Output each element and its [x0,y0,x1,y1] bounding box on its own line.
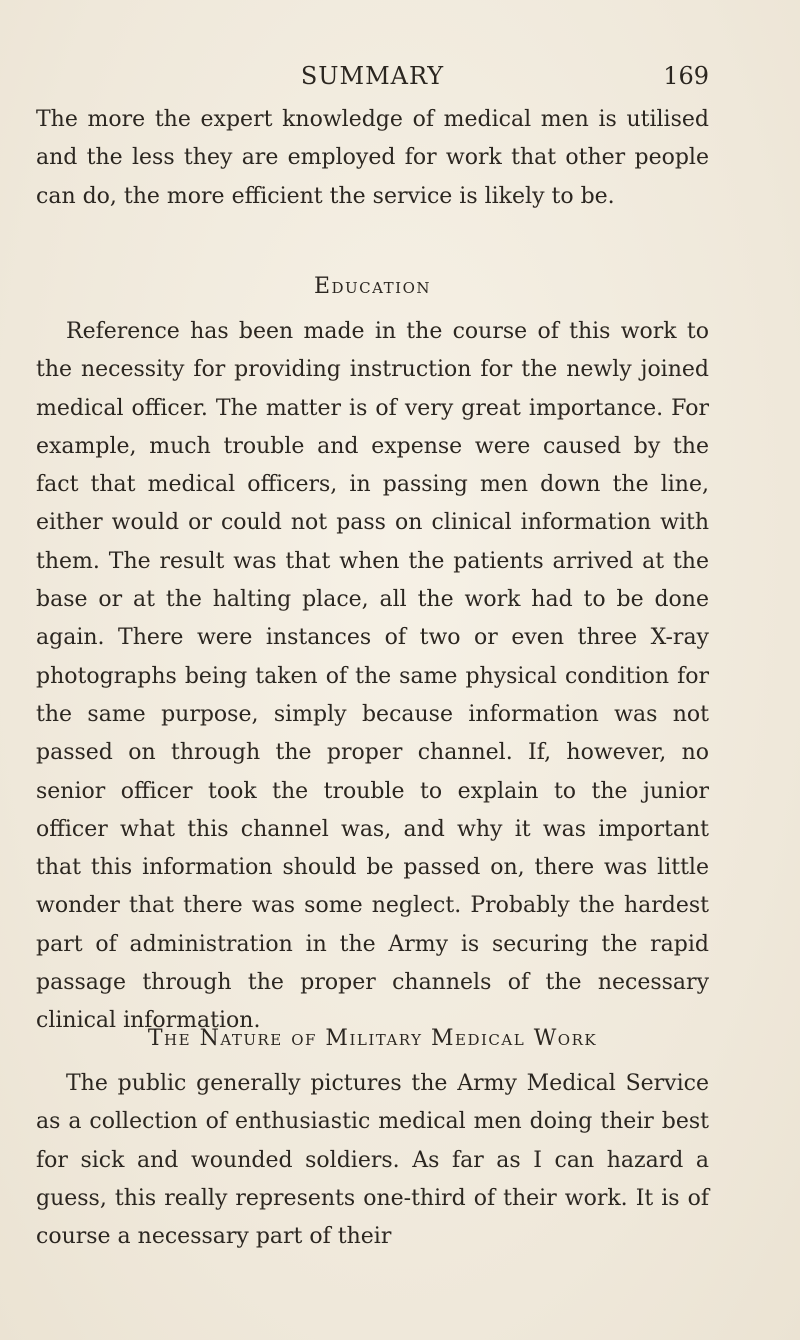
running-head [36,58,709,94]
paragraph-opening [36,101,709,216]
section-heading-text: Education [313,274,432,299]
paragraph-text: The public generally pictures the Army Medical Service as a collection of enthusiastic medical men doing their best for sick and wounded soldiers. As far as I can hazard a guess, this really represents one-third of their work. It is of course a necessary part of their [36,1071,709,1250]
paragraph-text: Reference has been made in the course of this work to the necessity for providing instruction for the newly joined medical officer. The matter is of very great importance. For example, much trouble and expense were caused by the fact that medical officers, in passing men down the line, either would or could not pass on clinical information with them. The result was that when the patients arrived at the base or at the halting place, all the work had to be done again. There were instances of two or even three X-ray photographs being taken of the same physical condition for the same purpose, simply because information was not passed on through the proper channel. If, however, no senior officer took the trouble to explain to the junior officer what this channel was, and why it was important that this information should be passed on, there was little wonder that there was some neglect. Probably the hardest part of administration in the Army is securing the rapid passage through the proper channels of the necessary clinical information. [36,319,709,1034]
paragraph-military-medical-work [36,1065,709,1256]
paragraph-education [36,313,709,1041]
section-heading-education [36,268,709,306]
paragraph-text: The more the expert knowledge of medical men is utilised and the less they are employed for work that other people can do, the more efficient the service is likely to be. [36,107,709,209]
page-number: 169 [663,62,709,90]
running-title: SUMMARY [300,62,445,90]
section-heading-military-medical-work [36,1020,709,1058]
section-heading-text: The Nature of Military Medical Work [147,1026,598,1051]
